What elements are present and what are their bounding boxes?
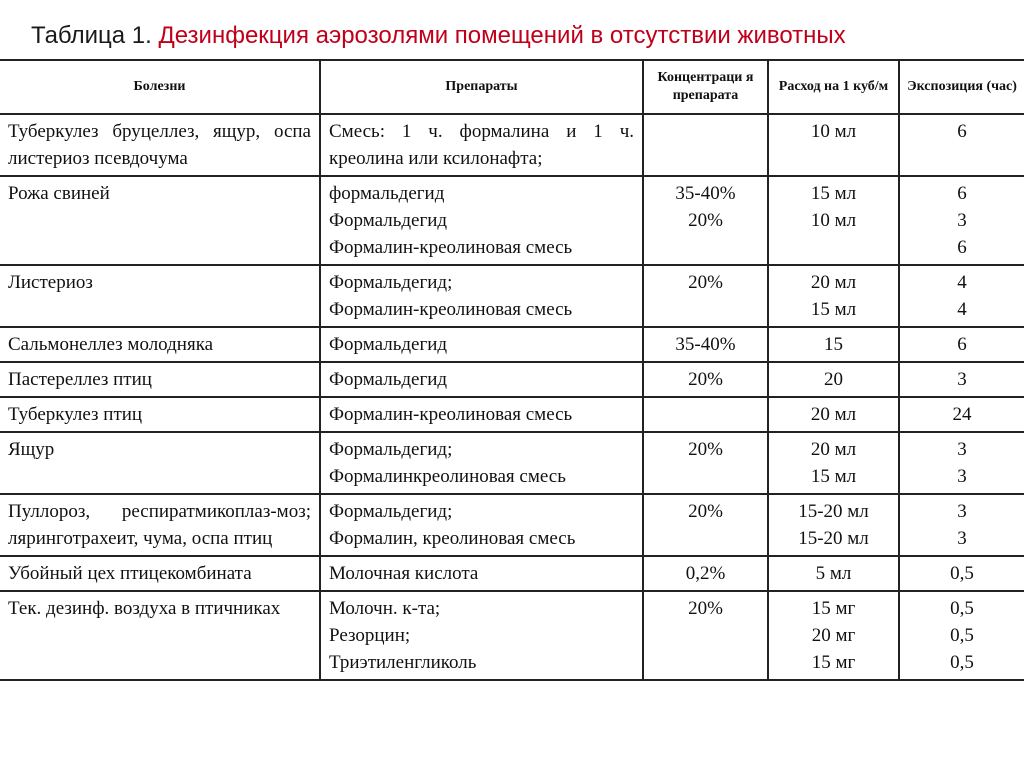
table-header-row <box>0 60 1024 114</box>
exposure-cell <box>899 327 1024 362</box>
disease-text: Туберкулез бруцеллез, ящур, оспа листериоз псевдочума <box>8 121 311 169</box>
preparations-cell <box>320 494 643 556</box>
exposure-line: 6 <box>957 334 967 355</box>
disease-text: Ящур <box>8 439 55 460</box>
consumption-line: 20 <box>824 369 843 390</box>
exposure-cell <box>899 556 1024 591</box>
consumption-line: 10 мл <box>810 210 857 231</box>
table-row <box>0 432 1024 494</box>
header-concentration: Концентраци я препарата <box>643 60 768 114</box>
consumption-line: 15 мл <box>810 299 857 320</box>
preparations-line: Формалин-креолиновая смесь <box>329 404 573 425</box>
preparations-line: Формалин-креолиновая смесь <box>329 299 573 320</box>
preparations-line: Формалин, креолиновая смесь <box>329 528 576 549</box>
consumption-line: 15 мг <box>811 652 856 673</box>
consumption-line: 20 мл <box>810 404 857 425</box>
concentration-cell <box>643 556 768 591</box>
disease-cell <box>0 494 320 556</box>
concentration-cell <box>643 362 768 397</box>
disease-text: Листериоз <box>8 272 93 293</box>
exposure-line: 0,5 <box>950 652 974 673</box>
preparations-line: Формальдегид <box>329 210 448 231</box>
preparations-line: Формальдегид <box>329 369 448 390</box>
preparations-line: формальдегид <box>329 183 445 204</box>
consumption-line: 10 мл <box>810 121 857 142</box>
exposure-cell <box>899 362 1024 397</box>
preparations-cell <box>320 265 643 327</box>
consumption-cell <box>768 556 899 591</box>
table-row <box>0 362 1024 397</box>
disease-cell <box>0 114 320 176</box>
header-preparations: Препараты <box>320 60 643 114</box>
concentration-line: 20% <box>688 598 723 619</box>
exposure-line: 3 <box>957 466 967 487</box>
concentration-cell <box>643 494 768 556</box>
preparations-line: Формалинкреолиновая смесь <box>329 466 566 487</box>
preparations-cell <box>320 176 643 265</box>
preparations-cell <box>320 362 643 397</box>
concentration-line: 20% <box>688 210 723 231</box>
consumption-line: 20 мл <box>810 272 857 293</box>
exposure-cell <box>899 114 1024 176</box>
disease-cell <box>0 591 320 680</box>
preparations-cell <box>320 114 643 176</box>
exposure-cell <box>899 265 1024 327</box>
disease-text: Сальмонеллез молодняка <box>8 334 214 355</box>
disease-text: Убойный цех птицекомбината <box>8 563 252 584</box>
preparations-line: Формальдегид <box>329 334 448 355</box>
table-row <box>0 327 1024 362</box>
consumption-cell <box>768 362 899 397</box>
consumption-line: 20 мг <box>811 625 856 646</box>
exposure-cell <box>899 397 1024 432</box>
preparations-line: Формалин-креолиновая смесь <box>329 237 573 258</box>
disease-cell <box>0 265 320 327</box>
preparations-line: Молочная кислота <box>329 563 479 584</box>
concentration-line: 20% <box>688 272 723 293</box>
consumption-cell <box>768 591 899 680</box>
disinfection-table <box>0 59 1024 681</box>
concentration-line: 20% <box>688 369 723 390</box>
concentration-line: 20% <box>688 439 723 460</box>
disease-cell <box>0 362 320 397</box>
concentration-cell <box>643 176 768 265</box>
consumption-cell <box>768 397 899 432</box>
consumption-line: 5 мл <box>815 563 852 584</box>
exposure-line: 24 <box>952 404 972 425</box>
preparations-line: Формальдегид; <box>329 501 453 522</box>
exposure-line: 6 <box>957 121 967 142</box>
consumption-cell <box>768 265 899 327</box>
header-diseases: Болезни <box>0 60 320 114</box>
exposure-line: 3 <box>957 369 967 390</box>
concentration-line: 35-40% <box>675 334 736 355</box>
exposure-cell <box>899 591 1024 680</box>
table-title-text: Дезинфекция аэрозолями помещений в отсутствии животных <box>158 22 846 49</box>
preparations-line: Молочн. к-та; <box>329 598 441 619</box>
page-title <box>31 20 846 52</box>
consumption-line: 15 мл <box>810 183 857 204</box>
disease-cell <box>0 556 320 591</box>
consumption-line: 20 мл <box>810 439 857 460</box>
exposure-cell <box>899 432 1024 494</box>
preparations-line: Триэтиленгликоль <box>329 652 477 673</box>
concentration-cell <box>643 114 768 176</box>
table-number-label: Таблица 1. <box>31 22 152 49</box>
concentration-line: 20% <box>688 501 723 522</box>
exposure-cell <box>899 176 1024 265</box>
consumption-line: 15-20 мл <box>798 501 869 522</box>
concentration-line: 35-40% <box>675 183 736 204</box>
table-row <box>0 114 1024 176</box>
preparations-line: Смесь: 1 ч. формалина и 1 ч. креолина или ксилонафта; <box>329 121 634 169</box>
disease-text: Рожа свиней <box>8 183 110 204</box>
consumption-cell <box>768 494 899 556</box>
consumption-line: 15 мл <box>810 466 857 487</box>
consumption-cell <box>768 432 899 494</box>
consumption-cell <box>768 176 899 265</box>
exposure-line: 4 <box>957 299 967 320</box>
exposure-cell <box>899 494 1024 556</box>
exposure-line: 4 <box>957 272 967 293</box>
disease-text: Пуллороз, респиратмикоплаз-моз; ляринготрахеит, чума, оспа птиц <box>8 501 311 549</box>
exposure-line: 0,5 <box>950 598 974 619</box>
disease-text: Тек. дезинф. воздуха в птичниках <box>8 598 281 619</box>
concentration-line: 0,2% <box>685 563 726 584</box>
table-row <box>0 176 1024 265</box>
consumption-line: 15-20 мл <box>798 528 869 549</box>
preparations-cell <box>320 591 643 680</box>
preparations-line: Резорцин; <box>329 625 411 646</box>
preparations-line: Формальдегид; <box>329 272 453 293</box>
disease-text: Пастереллез птиц <box>8 369 152 390</box>
disease-cell <box>0 397 320 432</box>
table-row <box>0 494 1024 556</box>
exposure-line: 3 <box>957 501 967 522</box>
exposure-line: 0,5 <box>950 625 974 646</box>
preparations-cell <box>320 432 643 494</box>
exposure-line: 6 <box>957 237 967 258</box>
preparations-cell <box>320 327 643 362</box>
concentration-cell <box>643 397 768 432</box>
exposure-line: 6 <box>957 183 967 204</box>
disease-cell <box>0 432 320 494</box>
table-row <box>0 265 1024 327</box>
preparations-line: Формальдегид; <box>329 439 453 460</box>
disease-cell <box>0 327 320 362</box>
exposure-line: 3 <box>957 528 967 549</box>
exposure-line: 3 <box>957 439 967 460</box>
consumption-line: 15 мг <box>811 598 856 619</box>
header-exposure: Экспозиция (час) <box>899 60 1024 114</box>
table-body <box>0 114 1024 680</box>
table-row <box>0 397 1024 432</box>
concentration-cell <box>643 265 768 327</box>
disease-text: Туберкулез птиц <box>8 404 143 425</box>
consumption-line: 15 <box>824 334 843 355</box>
disease-cell <box>0 176 320 265</box>
concentration-cell <box>643 591 768 680</box>
table-row <box>0 556 1024 591</box>
table-row <box>0 591 1024 680</box>
exposure-line: 0,5 <box>950 563 974 584</box>
exposure-line: 3 <box>957 210 967 231</box>
preparations-cell <box>320 556 643 591</box>
header-consumption: Расход на 1 куб/м <box>768 60 899 114</box>
consumption-cell <box>768 114 899 176</box>
concentration-cell <box>643 432 768 494</box>
preparations-cell <box>320 397 643 432</box>
consumption-cell <box>768 327 899 362</box>
concentration-cell <box>643 327 768 362</box>
